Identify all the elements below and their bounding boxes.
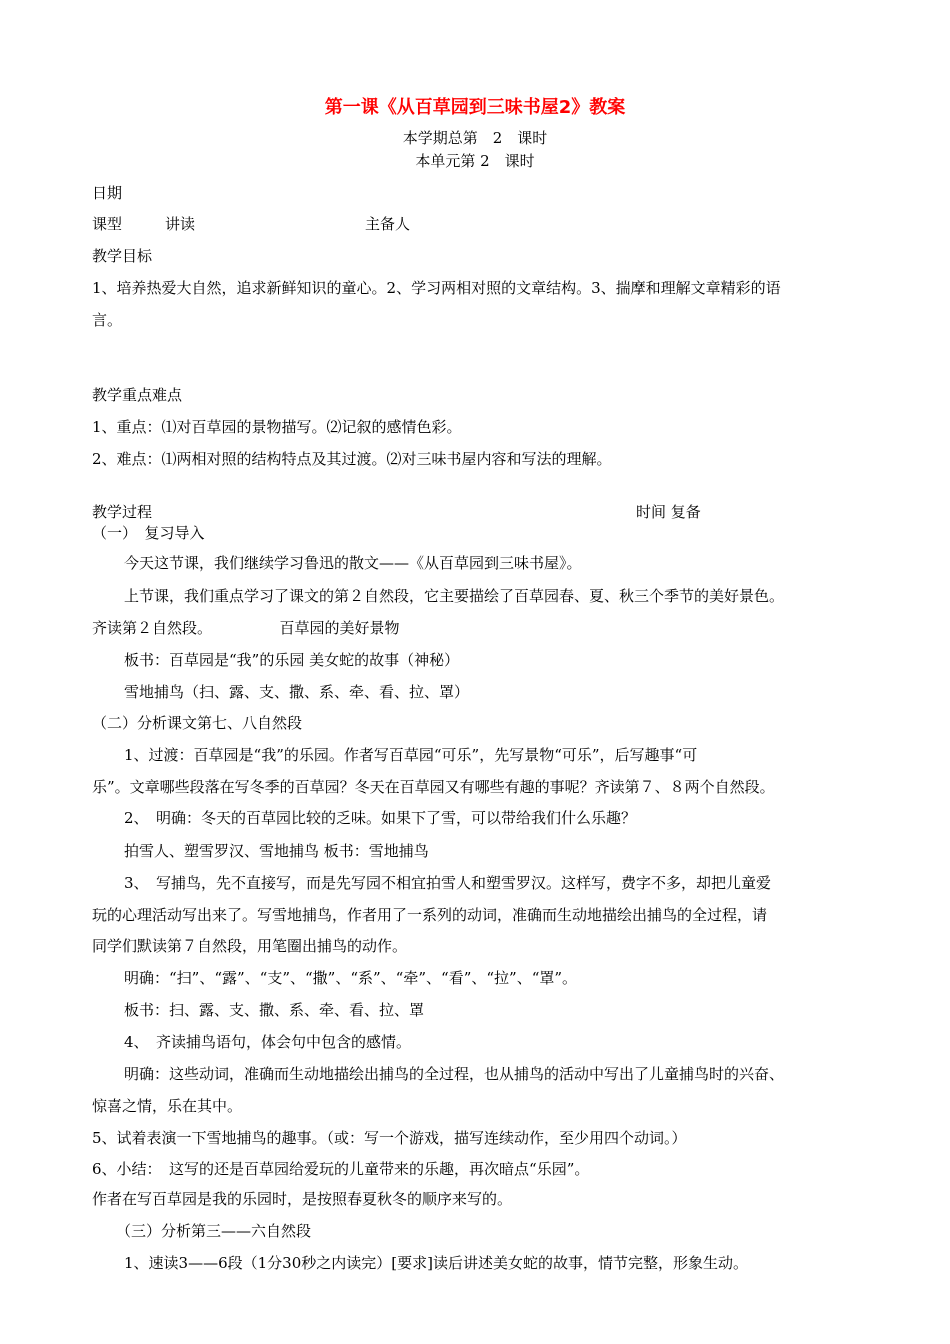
paragraph-line: 2、 明确：冬天的百草园比较的乏味。如果下了雪，可以带给我们什么乐趣？ — [124, 809, 637, 827]
board-note: 板书：百草园是“我”的乐园 美女蛇的故事（神秘） — [124, 651, 460, 669]
preparer-label: 主备人 — [365, 215, 411, 233]
paragraph-line: 作者在写百草园是我的乐园时，是按照春夏秋冬的顺序来写的。 — [92, 1190, 513, 1208]
lesson-type-value: 讲读 — [165, 215, 196, 233]
paragraph-line: 5、试着表演一下雪地捕鸟的趣事。（或：写一个游戏，描写连续动作，至少用四个动词。） — [92, 1129, 687, 1147]
section-heading: （二）分析课文第七、八自然段 — [92, 714, 303, 732]
paragraph-line: 同学们默读第７自然段，用笔圈出捕鸟的动作。 — [92, 937, 408, 955]
paragraph-line: 3、 写捕鸟，先不直接写，而是先写园不相宜拍雪人和塑雪罗汉。这样写，费字不多，却把儿童爱 — [124, 874, 772, 892]
process-heading: 教学过程 — [92, 503, 153, 521]
paragraph-line: 1、速读3——6段（1分30秒之内读完）[要求]读后讲述美女蛇的故事，情节完整，形象生动。 — [124, 1254, 748, 1272]
summary-line: 6、小结： 这写的还是百草园给爱玩的儿童带来的乐趣，再次暗点“乐园”。 — [92, 1160, 590, 1178]
objectives-line: 1、培养热爱大自然，追求新鲜知识的童心。2、学习两相对照的文章结构。3、揣摩和理解文章精彩的语 — [92, 279, 781, 297]
board-note: 拍雪人、塑雪罗汉、雪地捕鸟 板书：雪地捕鸟 — [124, 842, 429, 860]
paragraph-line: 惊喜之情，乐在其中。 — [92, 1097, 243, 1115]
paragraph-line: 上节课，我们重点学习了课文的第２自然段，它主要描绘了百草园春、夏、秋三个季节的美好景色。 — [124, 587, 785, 605]
key-focus: 1、重点：⑴对百草园的景物描写。⑵记叙的感情色彩。 — [92, 418, 462, 436]
section-heading: （三）分析第三——六自然段 — [116, 1222, 312, 1240]
lesson-type-label: 课型 — [92, 215, 123, 233]
document-title: 第一课《从百草园到三味书屋2》教案 — [324, 97, 626, 118]
board-note: 板书：扫、露、支、撒、系、牵、看、拉、罩 — [124, 1001, 425, 1019]
paragraph-line: 玩的心理活动写出来了。写雪地捕鸟，作者用了一系列的动词，准确而生动地描绘出捕鸟的全过程，请 — [92, 906, 768, 924]
objectives-line: 言。 — [92, 311, 123, 329]
paragraph-line: 今天这节课，我们继续学习鲁迅的散文——《从百草园到三味书屋》。 — [124, 554, 582, 572]
objectives-heading: 教学目标 — [92, 247, 153, 265]
date-label: 日期 — [92, 184, 123, 202]
answer-line: 明确：“扫”、“露”、“支”、“撒”、“系”、“牵”、“看”、“拉”、“罩”。 — [124, 969, 578, 987]
key-points-heading: 教学重点难点 — [92, 386, 183, 404]
paragraph-line: 乐”。文章哪些段落在写冬季的百草园？冬天在百草园又有哪些有趣的事呢？齐读第７、８两个自然段。 — [92, 778, 775, 796]
answer-line: 明确：这些动词，准确而生动地描绘出捕鸟的全过程，也从捕鸟的活动中写出了儿童捕鸟时的兴奋、 — [124, 1065, 785, 1083]
unit-lesson-count: 本单元第 2 课时 — [415, 152, 535, 170]
paragraph-line: 4、 齐读捕鸟语句，体会句中包含的感情。 — [124, 1033, 412, 1051]
board-note: 雪地捕鸟（扫、露、支、撒、系、牵、看、拉、罩） — [124, 683, 470, 701]
paragraph-line: 1、过渡：百草园是“我”的乐园。作者写百草园“可乐”，先写景物“可乐”，后写趣事“可 — [124, 746, 698, 764]
section-heading: （一） 复习导入 — [92, 524, 205, 542]
paragraph-line: 齐读第２自然段。 百草园的美好景物 — [92, 619, 400, 637]
key-difficulty: 2、难点：⑴两相对照的结构特点及其过渡。⑵对三味书屋内容和写法的理解。 — [92, 450, 612, 468]
semester-lesson-count: 本学期总第 2 课时 — [402, 129, 548, 147]
process-time-column: 时间 复备 — [636, 503, 701, 521]
